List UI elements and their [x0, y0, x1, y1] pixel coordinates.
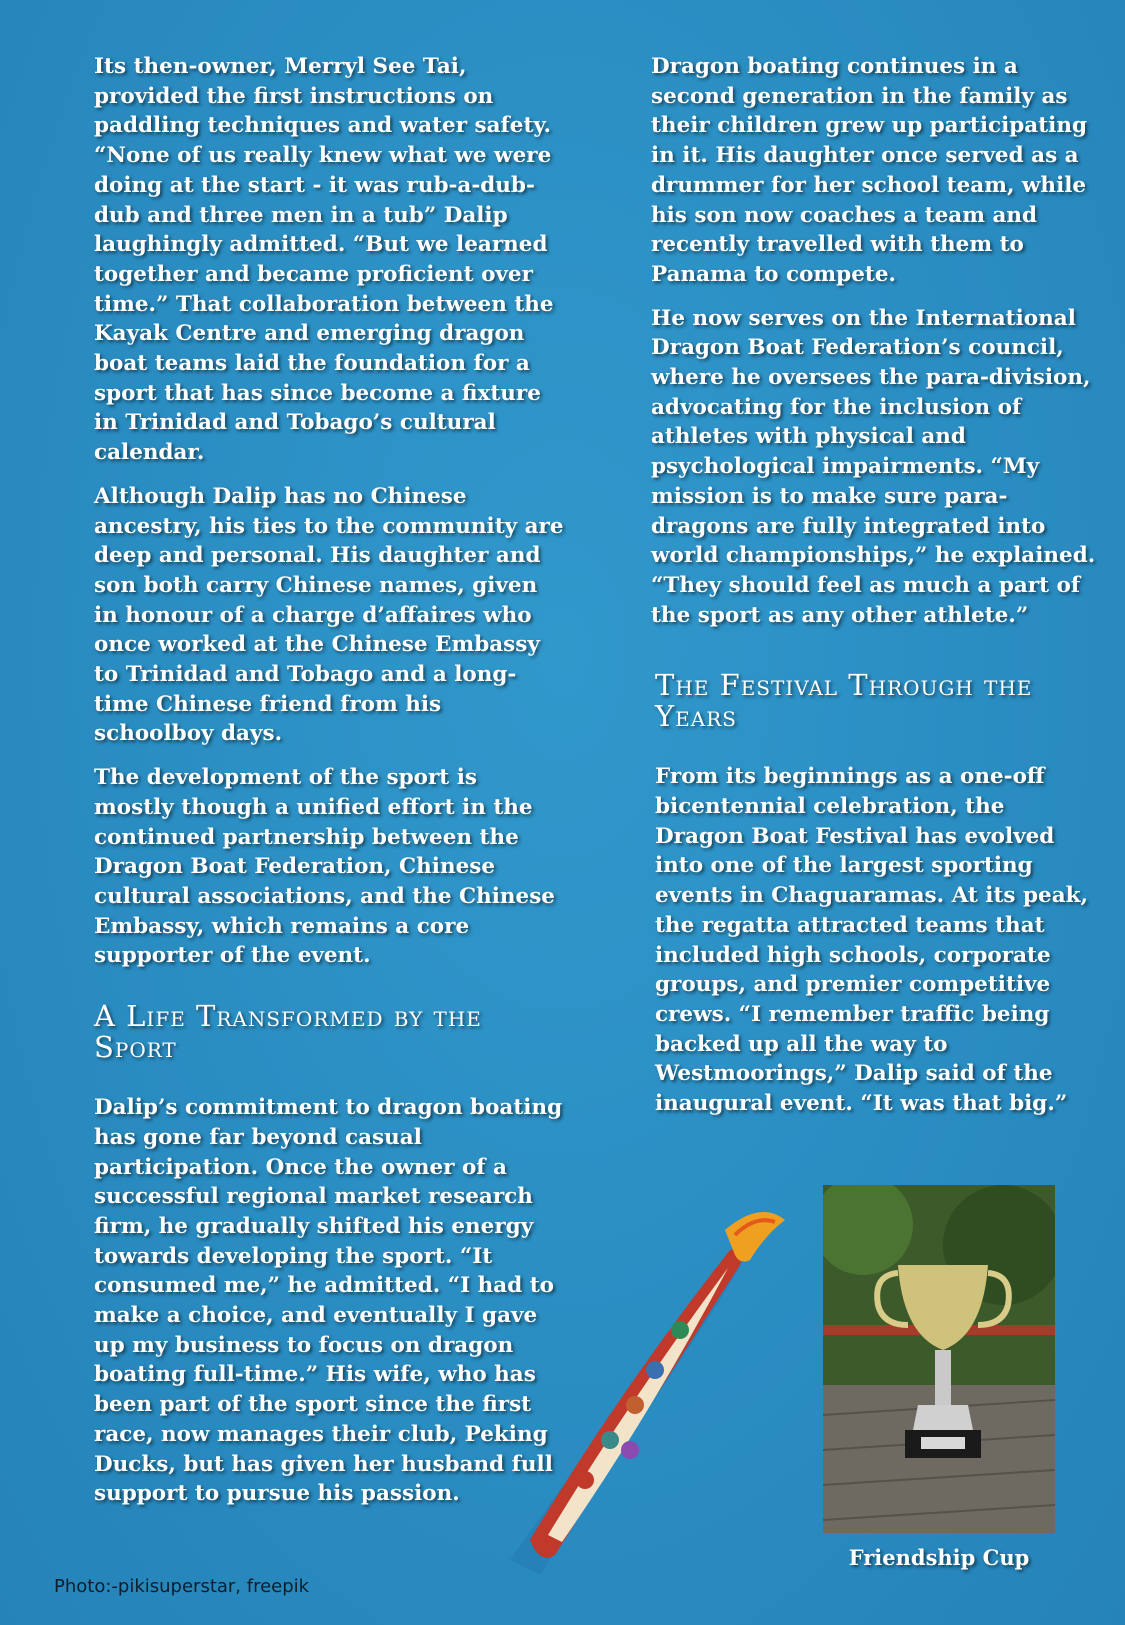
trophy-caption: Friendship Cup: [848, 1545, 1030, 1570]
right-paragraph-1: Dragon boating continues in a second generation in the family as their children grew up participating in it. His daughter once served as a drummer for her school team, while his son now coaches a team and recently travelled with them to Panama to compete.: [651, 54, 1087, 287]
right-paragraph-3: From its beginnings as a one-off bicentennial celebration, the Dragon Boat Festival has evolved into one of the largest sporting events in Chaguaramas. At its peak, the regatta attracted teams that included high schools, corporate groups, and premier competitive crews. “I remember traffic being backed up all the way to Westmoorings,” Dalip said of the inaugural event. “It was that big.”: [655, 764, 1089, 1117]
section-heading-festival: The Festival Through the Years: [655, 668, 1033, 734]
dragon-boat-illustration: [500, 1190, 820, 1580]
left-paragraph-1: Its then-owner, Merryl See Tai, provided the first instructions on paddling techniques and water safety. “None of us really knew what we were doing at the start - it was rub-a-dub-dub and three men in a tub” Dalip laughingly admitted. “But we learned together and became proficient over time.” That collaboration between the Kayak Centre and emerging dragon boat teams laid the foundation for a sport that has since become a fixture in Trinidad and Tobago’s cultural calendar.: [94, 54, 554, 466]
right-column: [651, 52, 1096, 1133]
left-column: [94, 52, 564, 1523]
left-paragraph-4: Dalip’s commitment to dragon boating has gone far beyond casual participation. Once the owner of a successful regional market research firm, he gradually shifted his energy towards developing the sport. “It consumed me,” he admitted. “I had to make a choice, and eventually I gave up my business to focus on dragon boating full-time.” His wife, who has been part of the sport since the first race, now manages their club, Peking Ducks, but has given her husband full support to pursue his passion.: [94, 1095, 563, 1507]
photo-credit: Photo:-pikisuperstar, freepik: [54, 1576, 310, 1597]
left-paragraph-2: Although Dalip has no Chinese ancestry, his ties to the community are deep and personal. His daughter and son both carry Chinese names, given in honour of a charge d’affaires who once worked at the Chinese Embassy to Trinidad and Tobago and a long-time Chinese friend from his schoolboy days.: [94, 483, 564, 747]
section-heading-life-transformed: A Life Transformed by the Sport: [94, 999, 482, 1065]
friendship-cup-photo: [823, 1185, 1055, 1533]
left-paragraph-3: The development of the sport is mostly though a unified effort in the continued partnership between the Dragon Boat Federation, Chinese cultural associations, and the Chinese Embassy, which remains a core supporter of the event.: [94, 765, 555, 969]
right-paragraph-2: He now serves on the International Dragon Boat Federation’s council, where he oversees the para-division, advocating for the inclusion of athletes with physical and psychological impairments. “My mission is to make sure para-dragons are fully integrated into world championships,” he explained. “They should feel as much a part of the sport as any other athlete.”: [651, 305, 1096, 628]
